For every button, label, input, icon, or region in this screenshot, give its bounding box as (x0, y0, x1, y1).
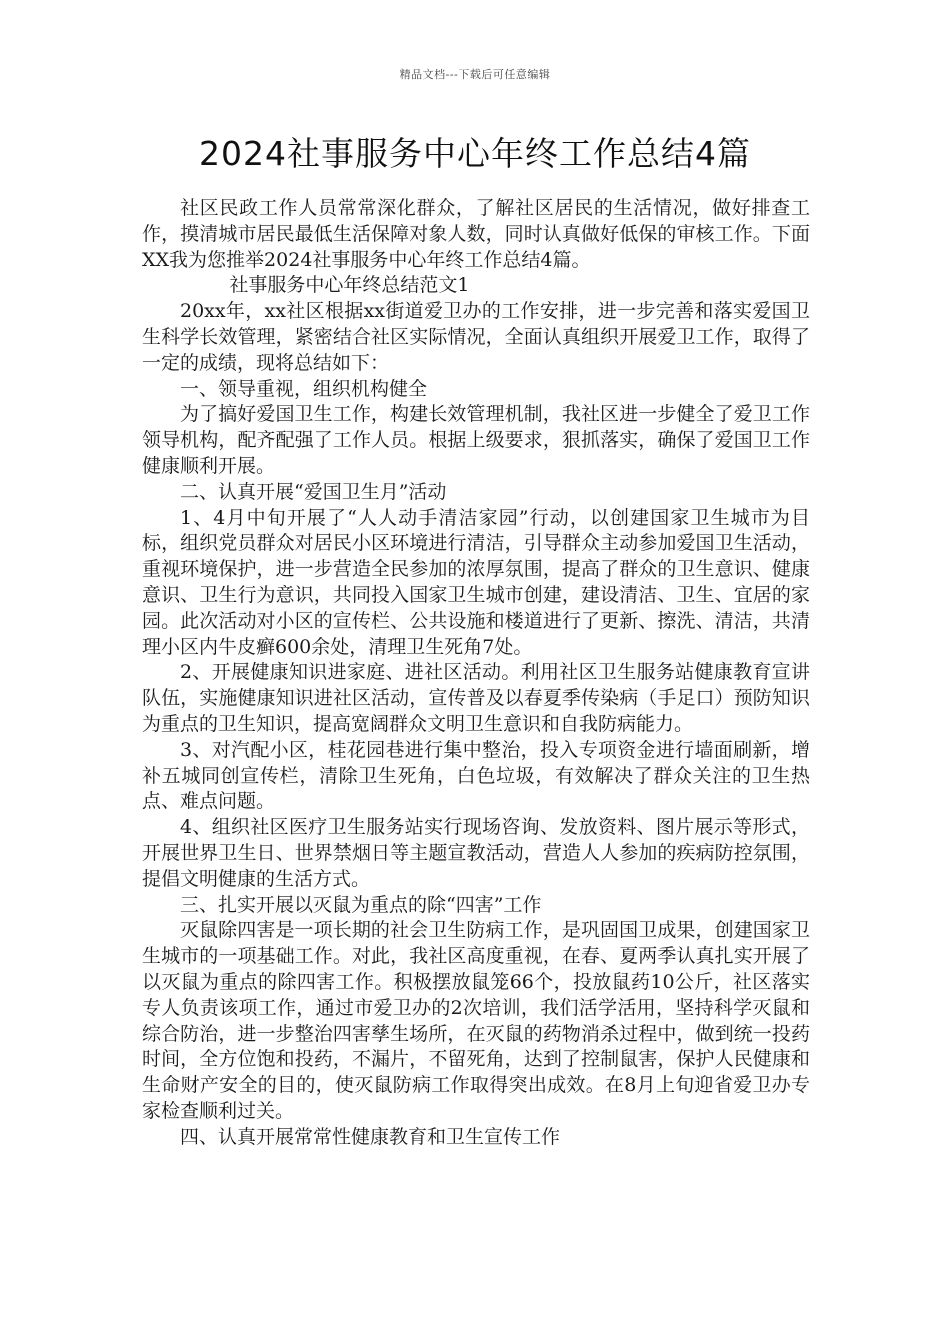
section-subtitle: 社事服务中心年终总结范文1 (229, 274, 470, 297)
body-paragraph: 20xx年，xx社区根据xx街道爱卫办的工作安排，进一步完善和落实爱国卫生科学长效管理，紧密结合社区实际情况，全面认真组织开展爱卫工作，取得了一定的成绩，现将总结如下： (142, 300, 810, 374)
body-paragraph: 4、组织社区医疗卫生服务站实行现场咨询、发放资料、图片展示等形式，开展世界卫生日、世界禁烟日等主题宣教活动，营造人人参加的疾病防控氛围，提倡文明健康的生活方式。 (142, 816, 810, 890)
section-heading: 四、认真开展常常性健康教育和卫生宣传工作 (180, 1125, 561, 1148)
body-paragraph: 1、4月中旬开展了“人人动手清洁家园”行动，以创建国家卫生城市为目标，组织党员群众对居民小区环境进行清洁，引导群众主动参加爱国卫生活动，重视环境保护，进一步营造全民参加的浓厚氛围，提高了群众的卫生意识、健康意识、卫生行为意识，共同投入国家卫生城市创建，建设清洁、卫生、宜居的家园。此次活动对小区的宣传栏、公共设施和楼道进行了更新、擦洗、清洁，共清理小区内牛皮癣600余处，清理卫生死角7处。 (142, 506, 810, 658)
document-body (142, 196, 810, 1150)
body-paragraph: 灭鼠除四害是一项长期的社会卫生防病工作，是巩固国卫成果，创建国家卫生城市的一项基础工作。对此，我社区高度重视，在春、夏两季认真扎实开展了以灭鼠为重点的除四害工作。积极摆放鼠笼66个，投放鼠药10公斤，社区落实专人负责该项工作，通过市爱卫办的2次培训，我们活学活用，坚持科学灭鼠和综合防治，进一步整治四害孳生场所，在灭鼠的药物消杀过程中，做到统一投药时间，全方位饱和投药，不漏片，不留死角，达到了控制鼠害，保护人民健康和生命财产安全的目的，使灭鼠防病工作取得突出成效。在8月上旬迎省爱卫办专家检查顺利过关。 (142, 919, 810, 1122)
intro-paragraph: 社区民政工作人员常常深化群众，了解社区居民的生活情况，做好排查工作，摸清城市居民最低生活保障对象人数，同时认真做好低保的审核工作。下面XX我为您推举2024社事服务中心年终工作总结4篇。 (142, 197, 810, 271)
section-heading: 二、认真开展“爱国卫生月”活动 (180, 480, 447, 503)
header-note: 精品文档---下载后可任意编辑 (399, 68, 551, 81)
section-heading: 三、扎实开展以灭鼠为重点的除“四害”工作 (180, 893, 542, 916)
section-heading: 一、领导重视，组织机构健全 (180, 377, 428, 400)
body-paragraph: 3、对汽配小区，桂花园巷进行集中整治，投入专项资金进行墙面刷新，增补五城同创宣传栏，清除卫生死角，白色垃圾，有效解决了群众关注的卫生热点、难点问题。 (142, 738, 810, 813)
document-title: 2024社事服务中心年终工作总结4篇 (199, 134, 751, 173)
body-paragraph: 为了搞好爱国卫生工作，构建长效管理机制，我社区进一步健全了爱卫工作领导机构，配齐配强了工作人员。根据上级要求，狠抓落实，确保了爱国卫工作健康顺利开展。 (142, 403, 810, 477)
body-paragraph: 2、开展健康知识进家庭、进社区活动。利用社区卫生服务站健康教育宣讲队伍，实施健康知识进社区活动，宣传普及以春夏季传染病（手足口）预防知识为重点的卫生知识，提高宽阔群众文明卫生意识和自我防病能力。 (142, 661, 810, 735)
